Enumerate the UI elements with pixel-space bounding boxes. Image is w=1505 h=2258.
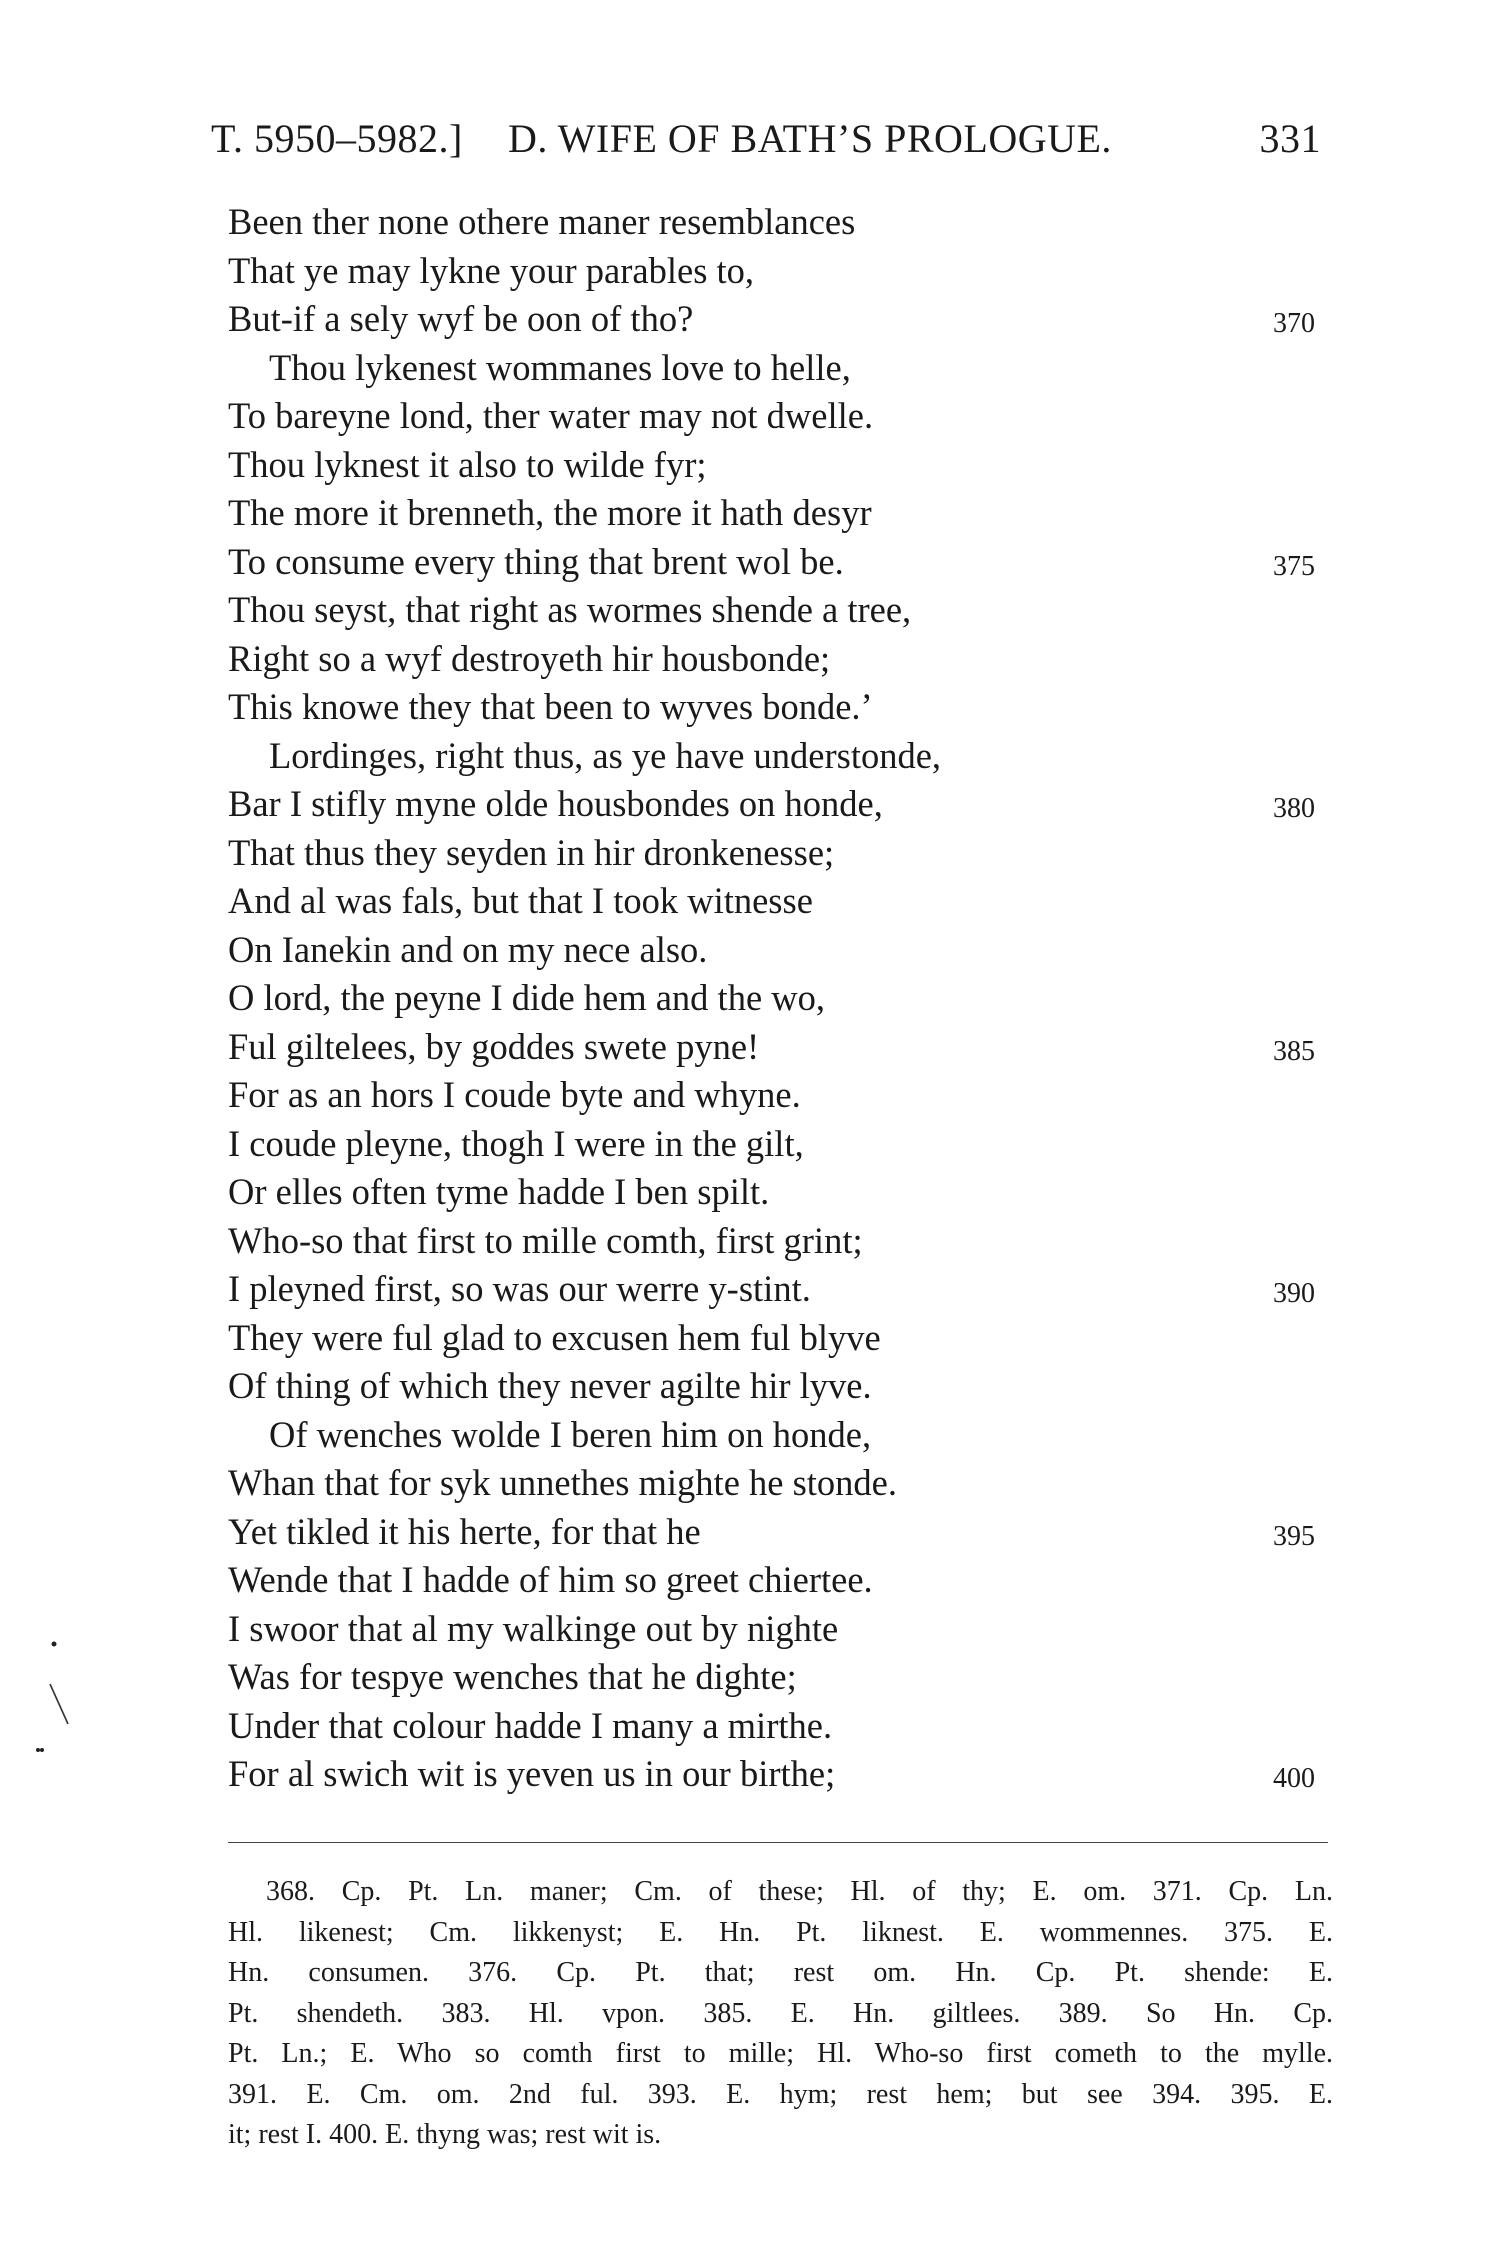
verse-line <box>228 247 1328 296</box>
verse-line-text: This knowe they that been to wyves bonde.’ <box>228 686 873 727</box>
header-title: D. WIFE OF BATH’S PROLOGUE. <box>508 116 1112 161</box>
line-number: 385 <box>1273 1035 1315 1067</box>
verse-line-text: Was for tespye wenches that he dighte; <box>228 1656 797 1697</box>
verse-line <box>228 926 1328 975</box>
verse-line <box>228 1314 1328 1363</box>
footnotes-block <box>228 1872 1333 2156</box>
verse-line <box>228 489 1328 538</box>
verse-line <box>228 1508 1328 1557</box>
verse-line-text: Of thing of which they never agilte hir lyve. <box>228 1365 872 1406</box>
verse-line-text: I pleyned first, so was our werre y-stint. <box>228 1268 811 1309</box>
verse-line-text: Thou lyknest it also to wilde fyr; <box>228 443 707 485</box>
line-number: 380 <box>1273 793 1315 824</box>
running-header <box>211 115 1321 171</box>
line-number: 370 <box>1273 308 1315 339</box>
verse-line-text: Thou seyst, that right as wormes shende a tree, <box>228 589 912 630</box>
verse-line <box>228 538 1328 587</box>
verse-line <box>228 1556 1328 1605</box>
verse-line-text: Right so a wyf destroyeth hir housbonde; <box>228 637 831 679</box>
verse-line-text: Thou lykenest wommanes love to helle, <box>269 346 851 388</box>
verse-line <box>228 1362 1328 1411</box>
footnote-line: 391. E. Cm. om. 2nd ful. 393. E. hym; rest hem; but see 394. 395. E. <box>228 2078 1333 2110</box>
verse-line-text: Whan that for syk unnethes mighte he stonde. <box>228 1462 898 1503</box>
verse-line <box>228 1411 1328 1460</box>
verse-line-text: Who-so that first to mille comth, first grint; <box>228 1219 863 1261</box>
verse-line-text: And al was fals, but that I took witnesse <box>228 880 813 921</box>
footnote-line: Pt. shendeth. 383. Hl. vpon. 385. E. Hn. giltlees. 389. So Hn. Cp. <box>228 1997 1333 2029</box>
verse-line-text: I coude pleyne, thogh I were in the gilt, <box>228 1122 804 1164</box>
line-number: 390 <box>1273 1278 1315 1309</box>
verse-line <box>228 1071 1328 1120</box>
verse-line-text: Lordinges, right thus, as ye have understonde, <box>269 734 942 776</box>
footnote-rule <box>228 1842 1328 1843</box>
verse-line <box>228 1750 1328 1799</box>
verse-line <box>228 829 1328 878</box>
verse-line <box>228 1217 1328 1266</box>
verse-line <box>228 1120 1328 1169</box>
verse-line-text: Been ther none othere maner resemblances <box>228 201 856 242</box>
verse-line <box>228 635 1328 684</box>
verse-line <box>228 877 1328 926</box>
footnote-line: Pt. Ln.; E. Who so comth first to mille; Hl. Who-so first cometh to the mylle. <box>228 2038 1333 2069</box>
verse-block <box>228 198 1328 1799</box>
verse-line <box>228 1459 1328 1508</box>
footnote-line: Hl. likenest; Cm. likkenyst; E. Hn. Pt. liknest. E. wommennes. 375. E. <box>228 1916 1333 1948</box>
verse-line <box>228 1023 1328 1072</box>
verse-line-text: Of wenches wolde I beren him on honde, <box>269 1413 872 1455</box>
verse-line-text: The more it brenneth, the more it hath desyr <box>228 492 872 533</box>
verse-line <box>228 441 1328 490</box>
verse-line <box>228 1653 1328 1702</box>
verse-line-text: To consume every thing that brent wol be. <box>228 540 844 582</box>
line-number: 400 <box>1273 1763 1315 1794</box>
verse-line-text: On Ianekin and on my nece also. <box>228 928 708 970</box>
line-number: 375 <box>1273 550 1315 582</box>
verse-line <box>228 198 1328 247</box>
verse-line-text: Wende that I hadde of him so greet chiertee. <box>228 1559 873 1600</box>
verse-line-text: Bar I stifly myne olde housbondes on honde, <box>228 783 883 824</box>
verse-line <box>228 732 1328 781</box>
verse-line-text: For al swich wit is yeven us in our birthe; <box>228 1753 836 1794</box>
verse-line <box>228 392 1328 441</box>
verse-line <box>228 780 1328 829</box>
verse-line-text: To bareyne lond, ther water may not dwelle. <box>228 395 874 436</box>
verse-line-text: Ful giltelees, by goddes swete pyne! <box>228 1025 760 1067</box>
verse-line-text: I swoor that al my walkinge out by nighte <box>228 1607 839 1649</box>
verse-line-text: They were ful glad to excusen hem ful blyve <box>228 1316 881 1358</box>
verse-line <box>228 1605 1328 1654</box>
verse-line <box>228 1702 1328 1751</box>
verse-line <box>228 683 1328 732</box>
line-number: 395 <box>1273 1520 1315 1552</box>
verse-line-text: For as an hors I coude byte and whyne. <box>228 1074 801 1115</box>
verse-line <box>228 344 1328 393</box>
verse-line-text: Or elles often tyme hadde I ben spilt. <box>228 1171 770 1212</box>
verse-line-text: Yet tikled it his herte, for that he <box>228 1510 701 1552</box>
verse-line-text: But-if a sely wyf be oon of tho? <box>228 298 694 339</box>
verse-line-text: Under that colour hadde I many a mirthe. <box>228 1704 833 1746</box>
footnote-line: it; rest I. 400. E. thyng was; rest wit is. <box>228 2119 662 2150</box>
verse-line <box>228 586 1328 635</box>
verse-line-text: That ye may lykne your parables to, <box>228 249 755 291</box>
header-line-range: T. 5950–5982.] <box>211 116 463 161</box>
verse-line <box>228 295 1328 344</box>
verse-line-text: O lord, the peyne I dide hem and the wo, <box>228 977 826 1018</box>
verse-line <box>228 1265 1328 1314</box>
margin-marks <box>30 1640 90 1760</box>
verse-line-text: That thus they seyden in hir dronkenesse; <box>228 831 835 873</box>
verse-line <box>228 1168 1328 1217</box>
verse-line <box>228 974 1328 1023</box>
page-number: 331 <box>1259 116 1321 161</box>
footnote-line: 368. Cp. Pt. Ln. maner; Cm. of these; Hl. of thy; E. om. 371. Cp. Ln. <box>266 1876 1333 1907</box>
footnote-line: Hn. consumen. 376. Cp. Pt. that; rest om. Hn. Cp. Pt. shende: E. <box>228 1957 1333 1988</box>
